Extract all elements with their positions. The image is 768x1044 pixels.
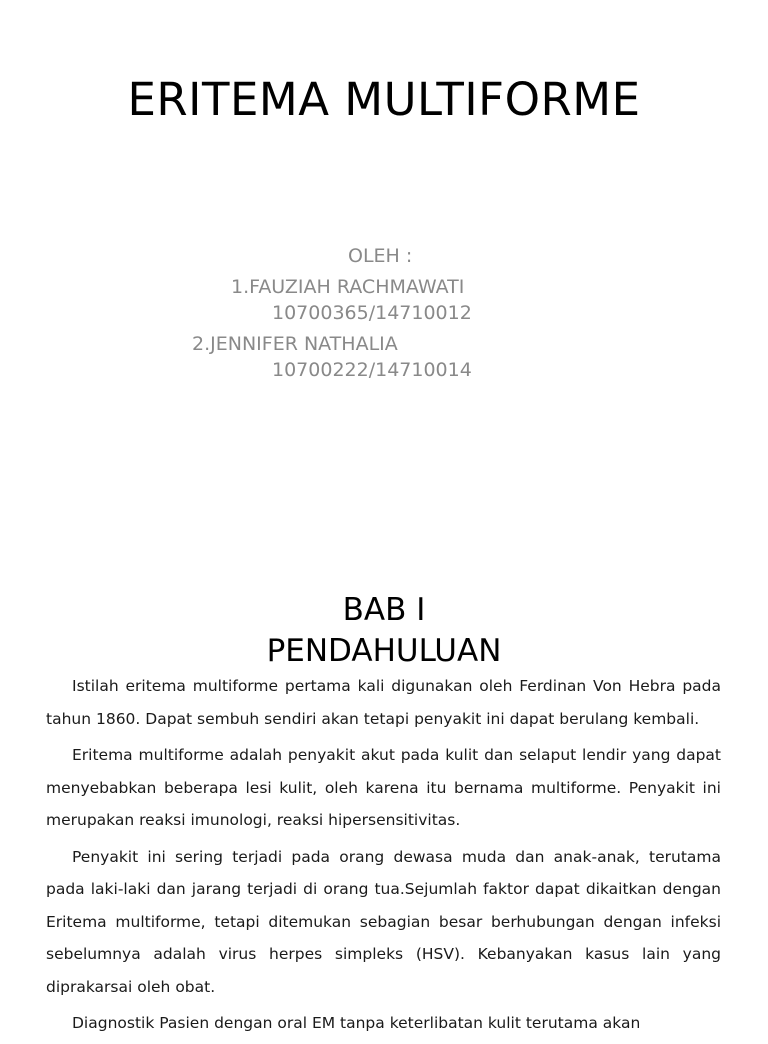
body-text [46,670,721,1044]
author-1-nim: 10700365/14710012 [272,302,472,324]
chapter-title: PENDAHULUAN [266,633,502,669]
author-2-nim: 10700222/14710014 [272,359,472,381]
paragraph-3: Penyakit ini sering terjadi pada orang dewasa muda dan anak-anak, terutama pada laki-laki dan jarang terjadi di orang tua.Sejumlah faktor dapat dikaitkan dengan Eritema multiforme, tetapi ditemukan sebagian besar berhubungan dengan infeksi sebelumnya adalah virus herpes simpleks (HSV). Kebanyakan kasus lain yang diprakarsai oleh obat. [46,847,721,996]
chapter-heading [0,590,768,672]
paragraph-2: Eritema multiforme adalah penyakit akut pada kulit dan selaput lendir yang dapat menyebabkan beberapa lesi kulit, oleh karena itu bernama multiforme. Penyakit ini merupakan reaksi imunologi, reaksi hipersensitivitas. [46,746,721,829]
paragraph-4: Diagnostik Pasien dengan oral EM tanpa keterlibatan kulit terutama akan [72,1014,641,1032]
oleh-label: OLEH : [348,245,413,267]
chapter-number: BAB I [342,592,426,628]
author-2-name: 2.JENNIFER NATHALIA [192,333,398,355]
slide-title: ERITEMA MULTIFORME [127,73,641,126]
author-1-name: 1.FAUZIAH RACHMAWATI [231,276,465,298]
paragraph-1: Istilah eritema multiforme pertama kali digunakan oleh Ferdinan Von Hebra pada tahun 1860. Dapat sembuh sendiri akan tetapi penyakit ini dapat berulang kembali. [46,677,721,728]
